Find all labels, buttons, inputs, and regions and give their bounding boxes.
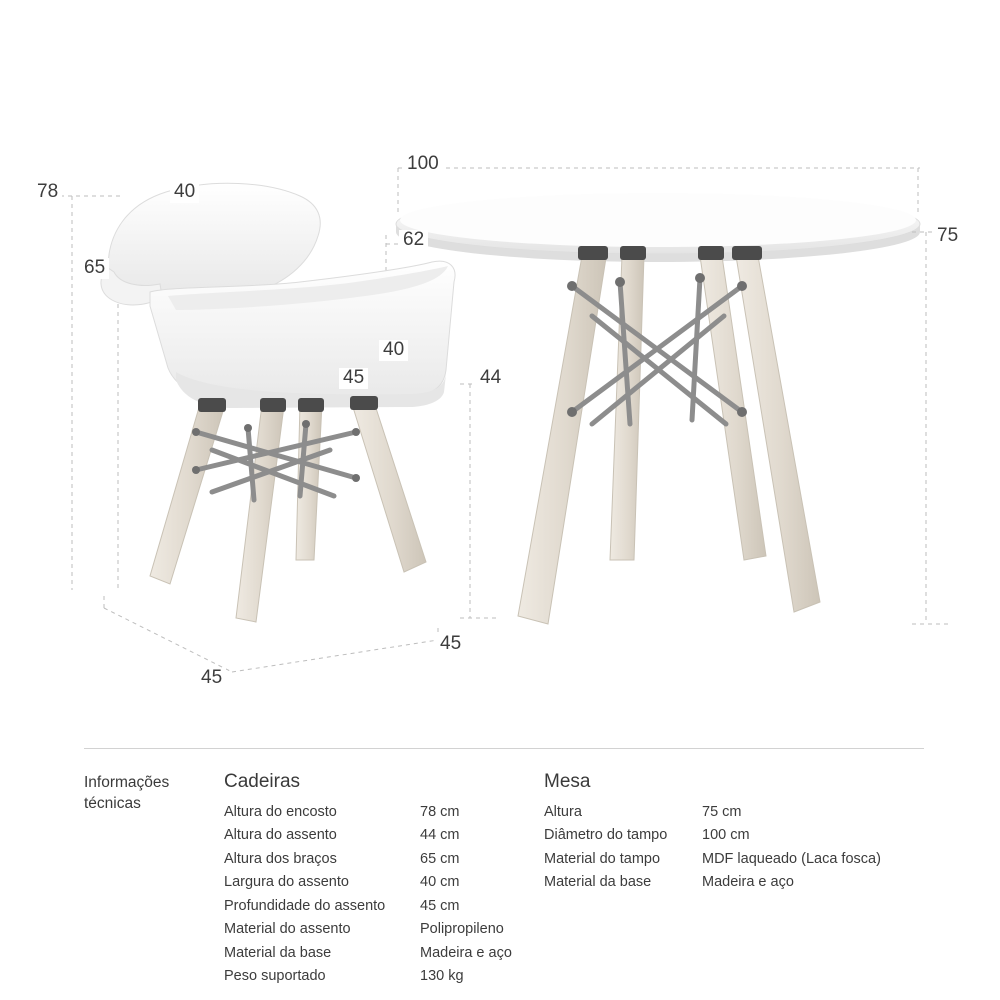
- dim-chair-arm-height-65: 65: [80, 258, 109, 279]
- chairs-spec-block: [224, 771, 544, 989]
- spec-label: Profundidade do assento: [224, 897, 386, 914]
- technical-info-title-line1: Informações: [84, 774, 170, 791]
- spec-label: Altura dos braços: [224, 850, 337, 867]
- dim-chair-top-depth-40: 40: [170, 182, 199, 203]
- technical-info-section: [84, 748, 924, 989]
- spec-value: 100 cm: [702, 827, 750, 844]
- spec-label: Peso suportado: [224, 968, 326, 985]
- dim-chair-back-width-62: 62: [399, 230, 428, 251]
- section-divider: [84, 748, 924, 749]
- spec-label: Altura do encosto: [224, 804, 337, 820]
- table-spec-row: [544, 824, 924, 847]
- spec-label: Altura do assento: [224, 827, 337, 844]
- dim-table-diameter-100: 100: [403, 154, 443, 175]
- technical-info-title-line2: técnicas: [84, 794, 141, 812]
- spec-value: Madeira e aço: [420, 944, 512, 961]
- spec-value: 75 cm: [702, 804, 742, 820]
- table-spec-block: [544, 771, 924, 895]
- dim-chair-base-width-45: 45: [197, 668, 226, 689]
- spec-value: MDF laqueado (Laca fosca): [702, 850, 881, 867]
- table-illustration: [396, 193, 920, 624]
- dim-chair-seat-width-40: 40: [379, 340, 408, 361]
- chairs-spec-row: [224, 824, 544, 847]
- chairs-spec-row: [224, 801, 544, 824]
- table-spec-row: [544, 848, 924, 871]
- dim-chair-seat-depth-45: 45: [339, 368, 368, 389]
- chairs-spec-row: [224, 848, 544, 871]
- chairs-spec-row: [224, 871, 544, 894]
- spec-value: 78 cm: [420, 804, 460, 820]
- spec-value: 130 kg: [420, 968, 464, 985]
- spec-value: 65 cm: [420, 850, 460, 867]
- chairs-spec-row: [224, 965, 544, 988]
- table-heading: Mesa: [544, 771, 591, 792]
- spec-label: Material do tampo: [544, 850, 661, 867]
- spec-label: Material da base: [224, 944, 332, 961]
- chairs-spec-row: [224, 942, 544, 965]
- chairs-heading: Cadeiras: [224, 771, 301, 792]
- spec-label: Material da base: [544, 874, 652, 891]
- spec-value: Madeira e aço: [702, 874, 794, 891]
- spec-label: Altura: [544, 804, 582, 820]
- technical-info-title: [84, 771, 224, 815]
- spec-label: Diâmetro do tampo: [544, 827, 668, 844]
- chairs-spec-row: [224, 895, 544, 918]
- dim-table-height-75: 75: [933, 226, 962, 247]
- spec-value: 44 cm: [420, 827, 460, 844]
- spec-value: 40 cm: [420, 874, 460, 891]
- spec-value: Polipropileno: [420, 921, 504, 938]
- dim-chair-height-78: 78: [33, 182, 62, 203]
- spec-label: Material do assento: [224, 921, 351, 938]
- table-spec-row: [544, 871, 924, 894]
- spec-label: Largura do assento: [224, 874, 349, 891]
- spec-value: 45 cm: [420, 897, 460, 914]
- dim-chair-seat-height-44: 44: [476, 368, 505, 389]
- dim-chair-base-depth-45: 45: [436, 634, 465, 655]
- table-spec-row: [544, 801, 924, 824]
- chairs-spec-row: [224, 918, 544, 941]
